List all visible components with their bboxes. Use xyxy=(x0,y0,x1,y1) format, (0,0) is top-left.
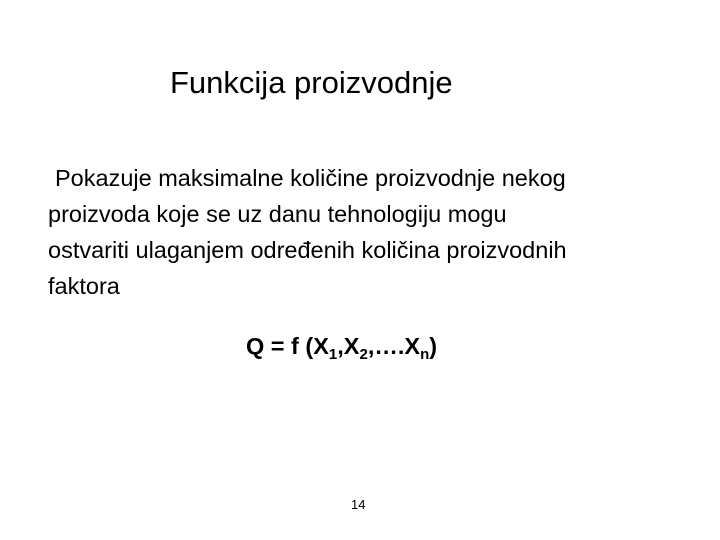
body-paragraph xyxy=(48,160,708,304)
production-function-formula xyxy=(246,330,437,362)
body-line-4: faktora xyxy=(48,273,120,299)
body-line-1: Pokazuje maksimalne količine proizvodnje nekog xyxy=(55,165,566,191)
formula-subscript-2: 2 xyxy=(359,346,368,363)
formula-end: ) xyxy=(429,333,438,359)
page-number: 14 xyxy=(351,497,366,512)
formula-lhs: Q = f (X xyxy=(246,333,329,359)
body-line-2: proizvoda koje se uz danu tehnologiju mogu xyxy=(48,201,507,227)
formula-subscript-1: 1 xyxy=(328,346,338,363)
formula-part-3: ,….X xyxy=(367,333,421,359)
formula-subscript-n: n xyxy=(420,346,430,363)
slide-title: Funkcija proizvodnje xyxy=(170,65,453,100)
formula-part-2: ,X xyxy=(337,333,360,359)
body-line-3: ostvariti ulaganjem određenih količina proizvodnih xyxy=(48,237,567,263)
